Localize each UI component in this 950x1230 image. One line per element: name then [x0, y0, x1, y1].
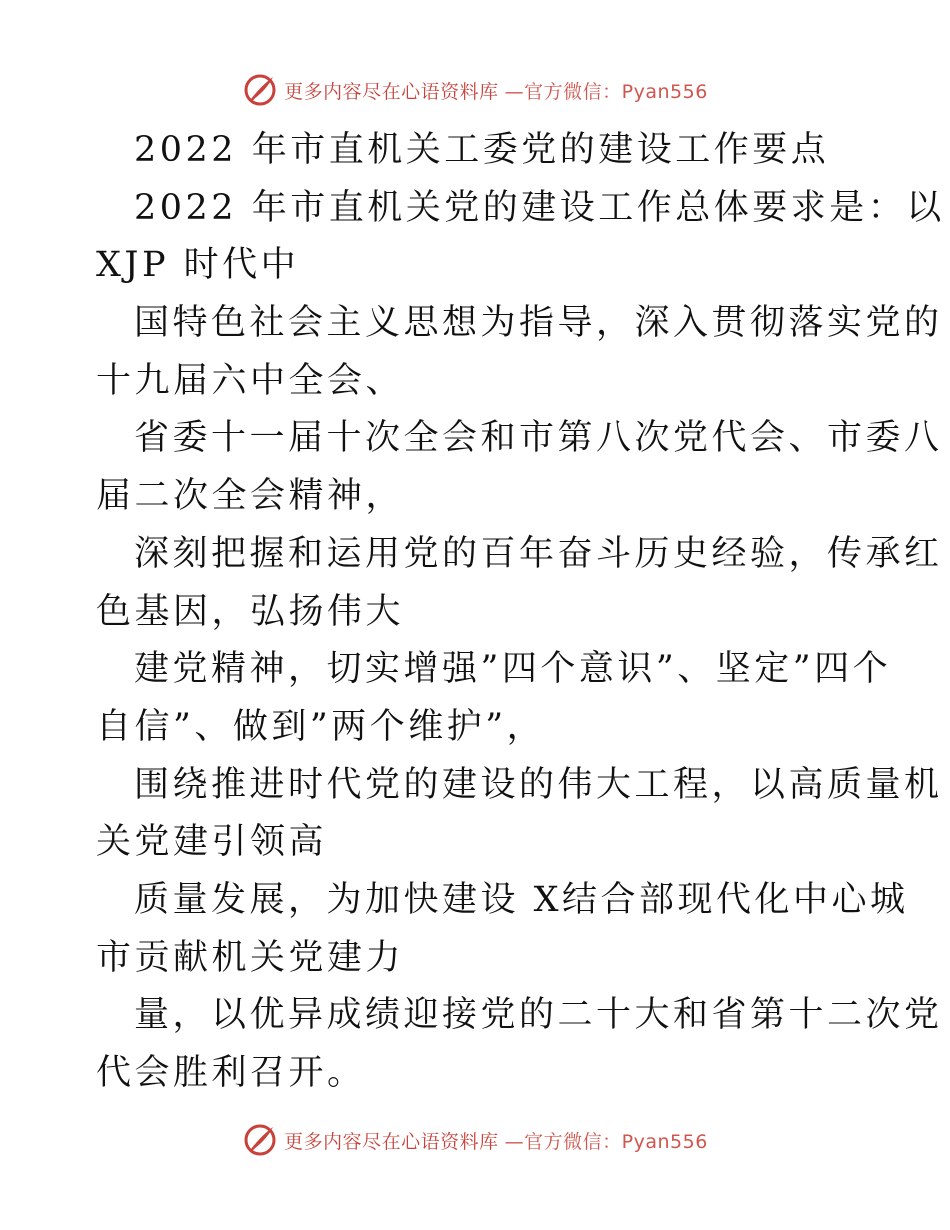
text-line: 色基因，弘扬伟大: [96, 591, 405, 632]
text-line: 围绕推进时代党的建设的伟大工程，以高质量机: [134, 764, 943, 805]
watermark-footer: [0, 1120, 950, 1160]
quill-logo-icon: [242, 1122, 278, 1158]
quill-logo-icon: [242, 72, 278, 108]
text-line: 2022 年市直机关党的建设工作总体要求是：以: [134, 187, 945, 228]
watermark-wechat-text: —官方微信：Pyan556: [504, 1130, 708, 1153]
watermark-main-text: 更多内容尽在心语资料库: [284, 80, 499, 103]
watermark-wechat-text: —官方微信：Pyan556: [504, 80, 708, 103]
text-line: 十九届六中全会、: [96, 360, 405, 401]
text-line: 自信”、做到”两个维护”，: [96, 706, 546, 747]
text-line: 国特色社会主义思想为指导，深入贯彻落实党的: [134, 303, 943, 344]
text-line: 量，以优异成绩迎接党的二十大和省第十二次党: [134, 995, 943, 1036]
text-line: 建党精神，切实增强”四个意识”、坚定”四个: [134, 649, 892, 690]
text-line: 市贡献机关党建力: [96, 937, 405, 978]
text-line: 代会胜利召开。: [96, 1053, 366, 1093]
watermark-main-text: 更多内容尽在心语资料库: [284, 1130, 499, 1153]
text-line: 关党建引领高: [96, 822, 328, 863]
text-line: XJP 时代中: [96, 245, 300, 286]
watermark-header: [0, 70, 950, 110]
text-line: 深刻把握和运用党的百年奋斗历史经验，传承红: [134, 533, 943, 574]
document-body: [96, 122, 945, 1103]
text-line: 2022 年市直机关工委党的建设工作要点: [134, 130, 830, 170]
text-line: 届二次全会精神，: [96, 476, 405, 517]
text-line: 省委十一届十次全会和市第八次党代会、市委八: [134, 418, 943, 459]
text-line: 质量发展，为加快建设 X结合部现代化中心城: [134, 879, 909, 920]
